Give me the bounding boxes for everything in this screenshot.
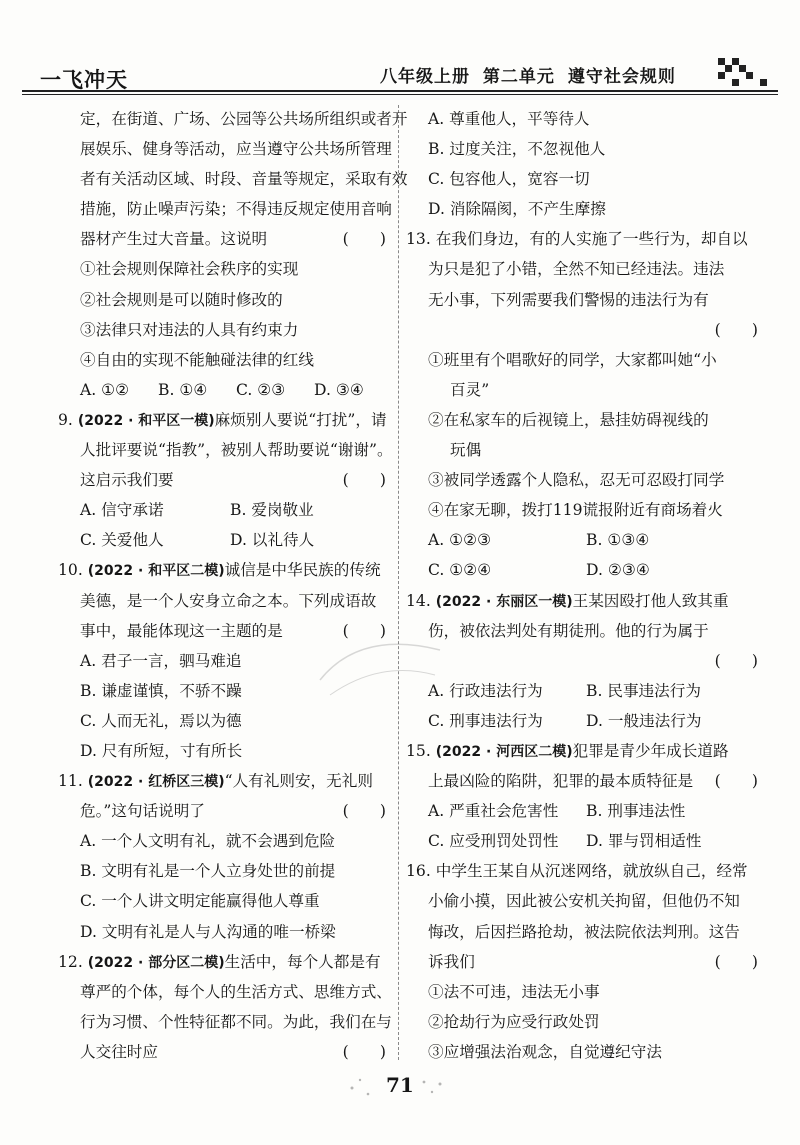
page-number: 71 — [386, 1073, 414, 1097]
text-line — [406, 164, 766, 194]
text-line — [406, 405, 766, 435]
column-divider — [398, 105, 399, 1060]
text-line — [406, 1007, 766, 1037]
answer-option: D. 以礼待人 — [230, 531, 315, 550]
question-text: A. 君子一言，驷马难追 — [80, 651, 242, 670]
question-text: ③法律只对违法的人具有约束力 — [80, 320, 299, 339]
text-line — [406, 315, 766, 345]
faint-stamp-decoration — [310, 620, 450, 710]
text-line — [58, 826, 394, 856]
answer-option: B. 爱岗敬业 — [230, 501, 314, 520]
text-line — [58, 977, 394, 1007]
text-line — [406, 104, 766, 134]
source-tag: (2022 · 和平区一模) — [77, 412, 215, 429]
question-text: B. 文明有礼是一个人立身处世的前提 — [80, 862, 336, 881]
question-text: 危。”这句话说明了 — [80, 802, 205, 821]
question-text: C. 人而无礼，焉以为德 — [80, 711, 242, 730]
answer-option: D. 一般违法行为 — [586, 711, 702, 730]
text-line — [406, 224, 766, 254]
answer-option: B. ①④ — [158, 380, 208, 399]
question-text: 悔改，后因拦路抢劫，被法院依法判刑。这告 — [428, 922, 740, 941]
text-line — [58, 254, 394, 284]
text-line — [58, 856, 394, 886]
question-stem: 13. 在我们身边，有的人实施了一些行为，却自以 — [406, 230, 748, 249]
answer-option: C. ①②④ — [428, 561, 492, 580]
text-line — [406, 345, 766, 375]
source-tag: (2022 · 部分区二模) — [87, 954, 225, 971]
text-line — [406, 616, 766, 646]
text-line — [58, 947, 394, 977]
text-line — [406, 856, 766, 886]
answer-option: C. 关爱他人 — [80, 531, 164, 550]
question-text: 者有关活动区域、时段、音量等规定，采取有效 — [80, 170, 408, 189]
answer-option: D. ②③④ — [586, 561, 650, 580]
answer-bracket: ( ) — [714, 651, 758, 670]
answer-option: C. 应受刑罚处罚性 — [428, 832, 559, 851]
question-text: 器材产生过大音量。这说明 — [80, 230, 268, 249]
question-text: ②社会规则是可以随时修改的 — [80, 290, 283, 309]
answer-option: B. 民事违法行为 — [586, 681, 701, 700]
question-text: ①法不可违，违法无小事 — [428, 982, 600, 1001]
text-line — [58, 766, 394, 796]
answer-bracket: ( ) — [714, 320, 758, 339]
question-text: 人交往时应 — [80, 1042, 158, 1061]
question-text: 人批评要说“指教”，被别人帮助要说“谢谢”。 — [80, 441, 393, 460]
source-tag: (2022 · 东丽区一模) — [435, 593, 573, 610]
right-column — [406, 104, 766, 1067]
text-line — [58, 555, 394, 585]
answer-bracket: ( ) — [342, 230, 386, 249]
source-tag: (2022 · 河西区二模) — [435, 743, 573, 760]
header-title: 八年级上册 第二单元 遵守社会规则 — [380, 67, 676, 87]
text-line — [58, 736, 394, 766]
answer-option: A. 行政违法行为 — [428, 681, 543, 700]
text-line — [406, 886, 766, 916]
answer-bracket: ( ) — [714, 772, 758, 791]
answer-bracket: ( ) — [342, 1042, 386, 1061]
question-text: 这启示我们要 — [80, 471, 174, 490]
question-text: 上最凶险的陷阱，犯罪的最本质特征是 — [428, 772, 694, 791]
question-text: 行为习惯、个性特征都不同。为此，我们在与 — [80, 1012, 392, 1031]
question-text: 无小事，下列需要我们警惕的违法行为有 — [428, 290, 709, 309]
question-text: ①社会规则保障社会秩序的实现 — [80, 260, 299, 279]
question-text: 措施，防止噪声污染；不得违反规定使用音响 — [80, 200, 392, 219]
question-text: ④在家无聊，拨打119谎报附近有商场着火 — [428, 501, 723, 520]
question-text: A. 一个人文明有礼，就不会遇到危险 — [80, 832, 336, 851]
question-text: 诉我们 — [428, 952, 475, 971]
text-line — [406, 375, 766, 405]
text-line — [58, 405, 394, 435]
question-text: 展娱乐、健身等活动，应当遵守公共场所管理 — [80, 140, 392, 159]
text-line — [406, 917, 766, 947]
question-text: D. 文明有礼是人与人沟通的唯一桥梁 — [80, 922, 336, 941]
text-line — [58, 285, 394, 315]
text-line — [58, 495, 394, 525]
question-text: 百灵” — [450, 380, 490, 399]
answer-option: A. ①②③ — [428, 531, 492, 550]
text-line — [58, 525, 394, 555]
question-text: ②在私家车的后视镜上，悬挂妨碍视线的 — [428, 410, 709, 429]
question-text: A. 尊重他人，平等待人 — [428, 110, 590, 128]
answer-option: D. ③④ — [314, 380, 364, 399]
text-line — [58, 465, 394, 495]
text-line — [406, 134, 766, 164]
question-text: ③被同学透露个人隐私，忍无可忍殴打同学 — [428, 471, 725, 490]
text-line — [58, 917, 394, 947]
text-line — [406, 706, 766, 736]
checker-decoration-icon — [718, 58, 776, 92]
text-line — [58, 224, 394, 254]
answer-option: A. 信守承诺 — [80, 501, 164, 520]
text-line — [58, 706, 394, 736]
question-text: ①班里有个唱歌好的同学，大家都叫她“小 — [428, 350, 717, 369]
text-line — [406, 977, 766, 1007]
question-stem: 12. (2022 · 部分区二模)生活中，每个人都是有 — [58, 952, 381, 971]
text-line — [406, 254, 766, 284]
question-stem: 9. (2022 · 和平区一模)麻烦别人要说“打扰”，请 — [58, 410, 387, 429]
text-line — [406, 285, 766, 315]
question-text: 尊严的个体，每个人的生活方式、思维方式、 — [80, 982, 392, 1001]
question-text: 为只是犯了小错，全然不知已经违法。违法 — [428, 260, 725, 279]
answer-bracket: ( ) — [342, 802, 386, 821]
text-line — [406, 465, 766, 495]
text-line — [58, 104, 408, 134]
header-rule-thin — [22, 94, 778, 95]
text-line — [406, 435, 766, 465]
text-line — [406, 766, 766, 796]
answer-bracket: ( ) — [342, 471, 386, 490]
text-line — [58, 886, 394, 916]
question-text: ②抢劫行为应受行政处罚 — [428, 1012, 600, 1031]
question-text: D. 消除隔阂，不产生摩擦 — [428, 200, 606, 219]
answer-option: C. 刑事违法行为 — [428, 711, 543, 730]
question-text: 玩偶 — [450, 441, 482, 460]
text-line — [406, 555, 766, 585]
question-stem: 11. (2022 · 红桥区三模)“人有礼则安，无礼则 — [58, 772, 373, 791]
answer-option: A. ①② — [80, 380, 130, 399]
question-stem: 10. (2022 · 和平区二模)诚信是中华民族的传统 — [58, 561, 381, 580]
answer-option: C. ②③ — [236, 380, 286, 399]
brand-logo: 一飞冲天 — [40, 68, 128, 92]
answer-option: B. 刑事违法性 — [586, 802, 686, 821]
question-text: C. 一个人讲文明定能赢得他人尊重 — [80, 892, 320, 911]
source-tag: (2022 · 和平区二模) — [87, 563, 225, 580]
answer-option: B. ①③④ — [586, 531, 650, 550]
answer-option: A. 严重社会危害性 — [428, 802, 559, 821]
text-line — [58, 164, 408, 194]
answer-bracket: ( ) — [714, 952, 758, 971]
text-line — [406, 736, 766, 766]
page-header — [22, 52, 778, 102]
text-line — [406, 947, 766, 977]
question-stem: 15. (2022 · 河西区二模)犯罪是青少年成长道路 — [406, 741, 729, 760]
text-line — [406, 525, 766, 555]
question-stem: 16. 中学生王某自从沉迷网络，就放纵自己，经常 — [406, 862, 748, 881]
text-line — [406, 1037, 766, 1067]
text-line — [406, 826, 766, 856]
question-text: ③应增强法治观念，自觉遵纪守法 — [428, 1042, 662, 1061]
text-line — [58, 345, 394, 375]
question-text: 事中，最能体现这一主题的是 — [80, 621, 283, 640]
text-line — [58, 435, 394, 465]
question-text: 美德，是一个人安身立命之本。下列成语故 — [80, 591, 377, 610]
question-text: B. 过度关注，不忽视他人 — [428, 140, 606, 159]
text-line — [58, 1037, 394, 1067]
text-line — [406, 586, 766, 616]
question-text: 定，在街道、广场、公园等公共场所组织或者开 — [80, 110, 408, 128]
text-line — [406, 646, 766, 676]
question-stem: 14. (2022 · 东丽区一模)王某因殴打他人致其重 — [406, 591, 729, 610]
text-line — [58, 375, 394, 405]
question-text: B. 谦虚谨慎，不骄不躁 — [80, 681, 242, 700]
question-text: ④自由的实现不能触碰法律的红线 — [80, 350, 314, 369]
question-text: 伤，被依法判处有期徒刑。他的行为属于 — [428, 621, 709, 640]
source-tag: (2022 · 红桥区三模) — [87, 774, 225, 791]
question-text: C. 包容他人，宽容一切 — [428, 170, 590, 189]
left-column — [58, 104, 408, 1067]
text-line — [406, 194, 766, 224]
question-text: 小偷小摸，因此被公安机关拘留，但他仍不知 — [428, 892, 740, 911]
text-line — [58, 315, 394, 345]
text-line — [58, 1007, 394, 1037]
text-line — [406, 495, 766, 525]
header-rule — [22, 90, 778, 92]
text-line — [406, 796, 766, 826]
answer-bracket: ( ) — [342, 621, 386, 640]
question-text: D. 尺有所短，寸有所长 — [80, 741, 243, 760]
answer-option: D. 罪与罚相适性 — [586, 832, 702, 851]
text-line — [58, 134, 394, 164]
text-line — [58, 586, 394, 616]
text-line — [406, 676, 766, 706]
text-line — [58, 796, 394, 826]
text-line — [58, 194, 394, 224]
